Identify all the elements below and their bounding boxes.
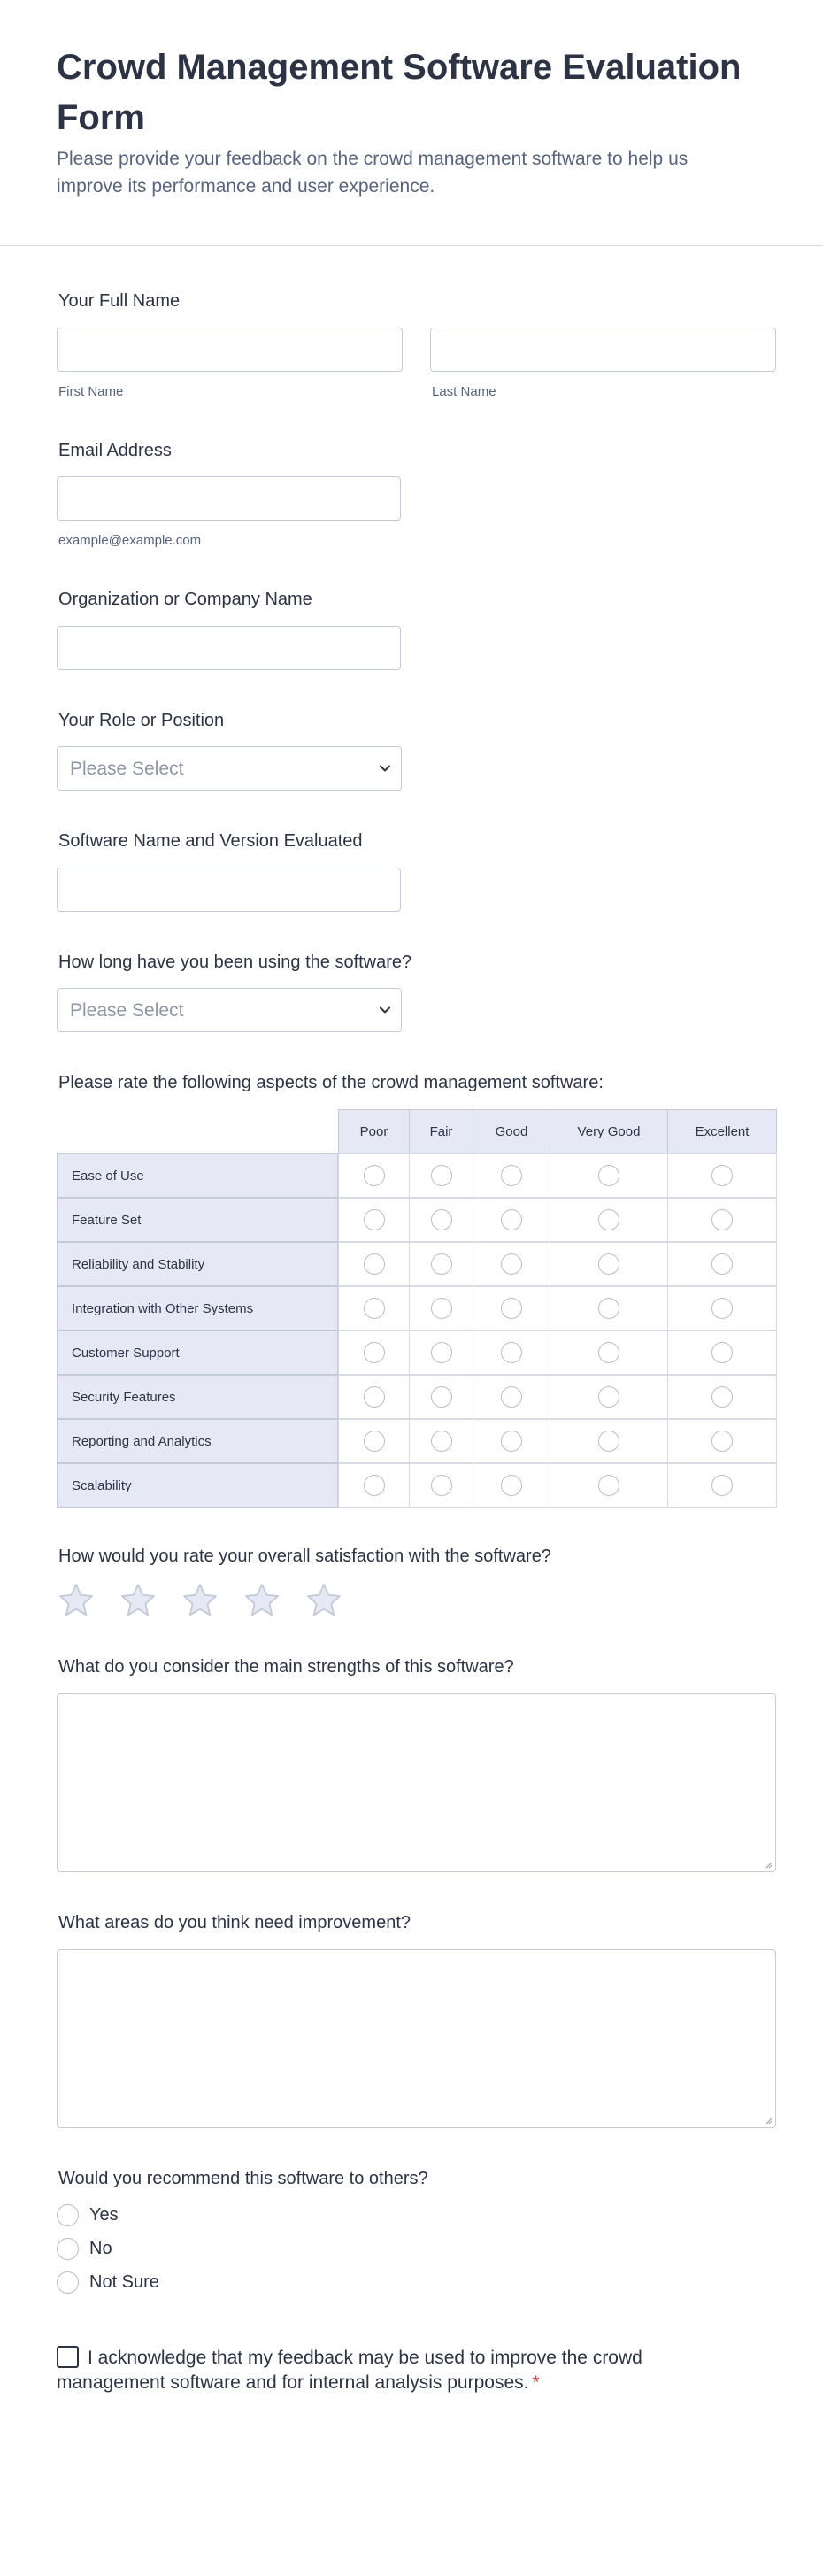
radio-button[interactable] <box>431 1386 452 1408</box>
organization-label: Organization or Company Name <box>58 590 312 609</box>
radio-button[interactable] <box>501 1386 522 1408</box>
radio-button[interactable] <box>598 1431 619 1452</box>
radio-button[interactable] <box>431 1298 452 1319</box>
chevron-down-icon <box>378 1003 392 1017</box>
satisfaction-label: How would you rate your overall satisfaction with the software? <box>58 1546 551 1566</box>
matrix-row-label: Reporting and Analytics <box>57 1419 338 1463</box>
improvements-textarea[interactable] <box>57 1949 776 2128</box>
matrix-row-label: Scalability <box>57 1463 338 1508</box>
duration-select-value: Please Select <box>70 1000 184 1021</box>
matrix-cell[interactable] <box>550 1330 668 1375</box>
matrix-row-label: Security Features <box>57 1375 338 1419</box>
radio-button[interactable] <box>598 1165 619 1186</box>
radio-button[interactable] <box>598 1253 619 1275</box>
radio-button[interactable] <box>598 1298 619 1319</box>
radio-button[interactable] <box>598 1342 619 1363</box>
matrix-cell[interactable] <box>338 1242 410 1286</box>
star-icon[interactable] <box>242 1581 281 1620</box>
radio-button[interactable] <box>598 1475 619 1496</box>
matrix-cell[interactable] <box>409 1242 473 1286</box>
full-name-label: Your Full Name <box>58 291 181 311</box>
chevron-down-icon <box>378 761 392 775</box>
radio-button[interactable] <box>598 1386 619 1408</box>
matrix-column-header: Very Good <box>550 1109 668 1153</box>
required-mark: * <box>532 2372 540 2393</box>
recommend-label: Would you recommend this software to others? <box>58 2169 428 2188</box>
rating-matrix-label: Please rate the following aspects of the crowd management software: <box>58 1073 604 1092</box>
email-input[interactable] <box>57 476 401 521</box>
role-label: Your Role or Position <box>58 711 225 730</box>
matrix-row-label: Reliability and Stability <box>57 1242 338 1286</box>
recommend-option-label: No <box>89 2239 112 2258</box>
matrix-cell[interactable] <box>550 1419 668 1463</box>
star-icon[interactable] <box>304 1581 343 1620</box>
radio-button[interactable] <box>364 1431 385 1452</box>
recommend-option-label: Yes <box>89 2205 119 2225</box>
matrix-column-header: Good <box>473 1109 550 1153</box>
improvements-label: What areas do you think need improvement? <box>58 1913 411 1932</box>
first-name-sublabel: First Name <box>58 384 124 399</box>
resize-handle-icon[interactable] <box>764 2116 773 2125</box>
radio-button[interactable] <box>57 2204 79 2226</box>
radio-button[interactable] <box>364 1475 385 1496</box>
matrix-cell[interactable] <box>473 1286 550 1330</box>
radio-button[interactable] <box>364 1209 385 1230</box>
matrix-cell[interactable] <box>667 1198 777 1242</box>
recommend-option-label: Not Sure <box>89 2272 159 2292</box>
star-icon[interactable] <box>181 1581 219 1620</box>
matrix-cell[interactable] <box>473 1375 550 1419</box>
radio-button[interactable] <box>364 1298 385 1319</box>
radio-button[interactable] <box>711 1298 733 1319</box>
duration-select[interactable] <box>57 988 402 1032</box>
radio-button[interactable] <box>501 1165 522 1186</box>
radio-button[interactable] <box>711 1165 733 1186</box>
matrix-cell[interactable] <box>667 1330 777 1375</box>
radio-button[interactable] <box>431 1475 452 1496</box>
matrix-cell[interactable] <box>667 1153 777 1198</box>
recommend-option-yes[interactable] <box>57 2204 119 2226</box>
last-name-input[interactable] <box>430 328 776 372</box>
matrix-column-header: Poor <box>338 1109 410 1153</box>
radio-button[interactable] <box>57 2238 79 2260</box>
acknowledgement-checkbox[interactable] <box>57 2346 79 2368</box>
matrix-cell[interactable] <box>550 1463 668 1508</box>
organization-input[interactable] <box>57 626 401 670</box>
radio-button[interactable] <box>501 1253 522 1275</box>
matrix-row-label: Feature Set <box>57 1198 338 1242</box>
matrix-cell[interactable] <box>409 1330 473 1375</box>
form-subtitle: Please provide your feedback on the crowd management software to help us improve its performance and user experience. <box>57 149 688 197</box>
matrix-cell[interactable] <box>473 1463 550 1508</box>
software-label: Software Name and Version Evaluated <box>58 831 363 851</box>
form-title: Crowd Management Software Evaluation Form <box>57 48 742 137</box>
radio-button[interactable] <box>431 1165 452 1186</box>
radio-button[interactable] <box>501 1431 522 1452</box>
radio-button[interactable] <box>364 1165 385 1186</box>
matrix-cell[interactable] <box>409 1286 473 1330</box>
matrix-cell[interactable] <box>409 1463 473 1508</box>
matrix-cell[interactable] <box>550 1375 668 1419</box>
email-label: Email Address <box>58 441 172 460</box>
matrix-cell[interactable] <box>667 1463 777 1508</box>
matrix-cell[interactable] <box>550 1242 668 1286</box>
radio-button[interactable] <box>431 1431 452 1452</box>
matrix-cell[interactable] <box>667 1419 777 1463</box>
radio-button[interactable] <box>501 1298 522 1319</box>
radio-button[interactable] <box>711 1475 733 1496</box>
matrix-cell[interactable] <box>473 1419 550 1463</box>
star-rating <box>57 1581 366 1620</box>
radio-button[interactable] <box>364 1342 385 1363</box>
matrix-cell[interactable] <box>473 1153 550 1198</box>
matrix-cell[interactable] <box>550 1198 668 1242</box>
matrix-cell[interactable] <box>338 1419 410 1463</box>
matrix-cell[interactable] <box>409 1419 473 1463</box>
matrix-cell[interactable] <box>667 1375 777 1419</box>
matrix-cell[interactable] <box>338 1153 410 1198</box>
matrix-row-label: Integration with Other Systems <box>57 1286 338 1330</box>
radio-button[interactable] <box>501 1209 522 1230</box>
matrix-cell[interactable] <box>338 1463 410 1508</box>
matrix-cell[interactable] <box>550 1286 668 1330</box>
matrix-cell[interactable] <box>473 1198 550 1242</box>
matrix-cell[interactable] <box>550 1153 668 1198</box>
matrix-cell[interactable] <box>338 1375 410 1419</box>
matrix-cell[interactable] <box>338 1330 410 1375</box>
radio-button[interactable] <box>431 1209 452 1230</box>
radio-button[interactable] <box>711 1342 733 1363</box>
star-icon[interactable] <box>57 1581 96 1620</box>
matrix-cell[interactable] <box>409 1153 473 1198</box>
matrix-row-label: Customer Support <box>57 1330 338 1375</box>
acknowledgement-text: I acknowledge that my feedback may be used to improve the crowd management software and for internal analysis purposes. <box>57 2348 642 2393</box>
radio-button[interactable] <box>711 1253 733 1275</box>
matrix-row-label: Ease of Use <box>57 1153 338 1198</box>
recommend-option-not-sure[interactable] <box>57 2271 159 2294</box>
form-header <box>0 0 823 246</box>
matrix-cell[interactable] <box>409 1198 473 1242</box>
matrix-cell[interactable] <box>473 1330 550 1375</box>
matrix-cell[interactable] <box>667 1286 777 1330</box>
matrix-cell[interactable] <box>409 1375 473 1419</box>
strengths-label: What do you consider the main strengths of this software? <box>58 1657 514 1677</box>
radio-button[interactable] <box>711 1209 733 1230</box>
recommend-option-no[interactable] <box>57 2238 112 2260</box>
acknowledgement <box>57 2346 729 2395</box>
radio-button[interactable] <box>501 1475 522 1496</box>
software-input[interactable] <box>57 868 401 912</box>
role-select-value: Please Select <box>70 759 184 779</box>
radio-button[interactable] <box>364 1253 385 1275</box>
first-name-input[interactable] <box>57 328 403 372</box>
radio-button[interactable] <box>711 1386 733 1408</box>
strengths-textarea[interactable] <box>57 1693 776 1872</box>
matrix-cell[interactable] <box>667 1242 777 1286</box>
radio-button[interactable] <box>501 1342 522 1363</box>
radio-button[interactable] <box>598 1209 619 1230</box>
star-icon[interactable] <box>119 1581 158 1620</box>
radio-button[interactable] <box>431 1342 452 1363</box>
matrix-column-header: Excellent <box>667 1109 777 1153</box>
resize-handle-icon[interactable] <box>764 1860 773 1869</box>
matrix-cell[interactable] <box>338 1286 410 1330</box>
radio-button[interactable] <box>431 1253 452 1275</box>
duration-label: How long have you been using the software? <box>58 953 412 972</box>
radio-button[interactable] <box>711 1431 733 1452</box>
email-sublabel: example@example.com <box>58 533 202 548</box>
radio-button[interactable] <box>364 1386 385 1408</box>
matrix-cell[interactable] <box>473 1242 550 1286</box>
matrix-cell[interactable] <box>338 1198 410 1242</box>
matrix-column-header: Fair <box>409 1109 473 1153</box>
last-name-sublabel: Last Name <box>432 384 496 399</box>
role-select[interactable] <box>57 746 402 791</box>
radio-button[interactable] <box>57 2271 79 2294</box>
